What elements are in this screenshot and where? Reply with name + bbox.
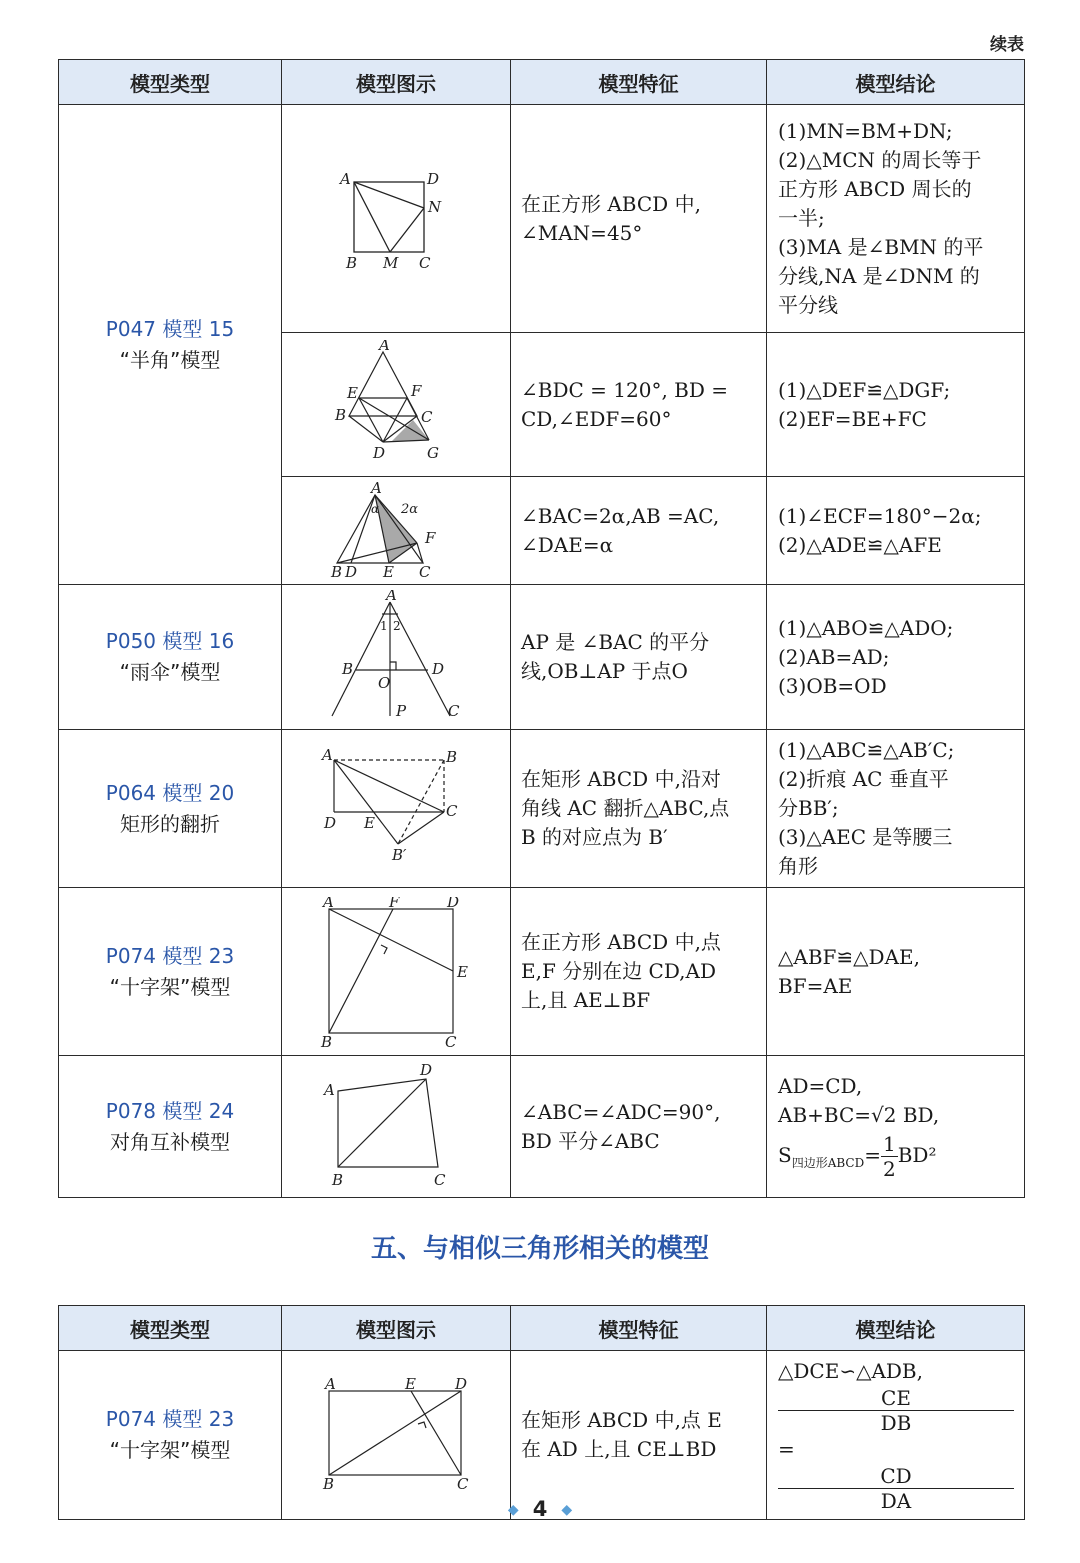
feature-cell: 在矩形 ABCD 中,沿对 角线 AC 翻折△ABC,点 B 的对应点为 B′: [511, 730, 767, 888]
svg-text:C: C: [446, 801, 458, 820]
area-formula: $S_{四边形ABCD}=$ $\frac{1}{2}$ BD²: [778, 1132, 937, 1181]
figure-cell: [282, 585, 511, 730]
table-row: [59, 888, 1025, 1056]
table-row: [59, 585, 1025, 730]
svg-text:D: D: [373, 443, 386, 462]
diamond-icon: ◆: [561, 1502, 573, 1518]
svg-text:B: B: [335, 405, 347, 424]
svg-text:A: A: [324, 1080, 335, 1099]
svg-text:A: A: [325, 1377, 336, 1393]
svg-text:E: E: [364, 813, 375, 832]
model-name: 矩形的翻折: [120, 811, 220, 836]
model-name: “半角”模型: [119, 347, 221, 372]
conclusion-cell: AD=CD, AB+BC=√2 BD, $S_{四边形ABCD}=$ $\frac{1}{2}$ BD²: [767, 1056, 1025, 1198]
svg-text:F: F: [411, 381, 422, 400]
ratio-formula: CE DB = CD DA: [778, 1386, 1014, 1513]
header-conclusion: 模型结论: [767, 60, 1025, 105]
model-type-cell: [59, 1351, 282, 1520]
svg-text:B: B: [346, 253, 358, 272]
conclusion-cell: (1)△DEF≌△DGF; (2)EF=BE+FC: [767, 333, 1025, 477]
table-row: [59, 1056, 1025, 1198]
feature-cell: AP 是 ∠BAC 的平分 线,OB⊥AP 于点O: [511, 585, 767, 730]
svg-text:B: B: [321, 1032, 333, 1047]
feature-cell: ∠BAC=2α,AB =AC, ∠DAE=α: [511, 477, 767, 585]
model-type-cell: [59, 1056, 282, 1198]
svg-text:B′: B′: [392, 845, 407, 864]
section-title: 五、与相似三角形相关的模型: [370, 1234, 709, 1264]
svg-text:O: O: [378, 674, 391, 692]
header-figure: 模型图示: [282, 1306, 511, 1351]
conclusion-cell: △DCE∽△ADB, CE DB = CD DA: [767, 1351, 1025, 1520]
table-row: [59, 1351, 1025, 1520]
header-feature: 模型特征: [511, 60, 767, 105]
model-type-cell: [59, 105, 282, 585]
svg-text:A: A: [386, 590, 397, 604]
model-table-2: [58, 1305, 1025, 1520]
svg-text:2α: 2α: [401, 501, 419, 517]
conclusion-cell: (1)MN=BM+DN; (2)△MCN 的周长等于 正方形 ABCD 周长的 一半; (3)MA 是∠BMN 的平 分线,NA 是∠DNM 的 平分线: [767, 105, 1025, 333]
conclusion-cell: (1)△ABC≌△AB′C; (2)折痕 AC 垂直平 分BB′; (3)△AEC 是等腰三 角形: [767, 730, 1025, 888]
model-table-1: [58, 59, 1025, 1198]
model-code: P078 模型 24: [105, 1098, 235, 1123]
angle-120-figure: [321, 340, 471, 470]
svg-text:A: A: [322, 745, 333, 764]
figure-cell: [282, 105, 511, 333]
svg-text:C: C: [419, 253, 431, 272]
svg-text:1: 1: [380, 619, 388, 633]
model-name: “雨伞”模型: [119, 660, 221, 684]
figure-cell: [282, 477, 511, 585]
header-type: 模型类型: [59, 60, 282, 105]
feature-cell: ∠BDC = 120°, BD = CD,∠EDF=60°: [511, 333, 767, 477]
model-type-cell: [59, 888, 282, 1056]
rectangle-fold-figure: [316, 744, 476, 874]
svg-text:D: D: [420, 1062, 433, 1079]
svg-text:D: D: [447, 896, 460, 911]
svg-text:A: A: [323, 896, 334, 911]
svg-text:N: N: [428, 197, 442, 216]
cross-rectangle-figure: [311, 1377, 481, 1493]
model-code: P074 模型 23: [105, 943, 235, 968]
svg-text:C: C: [434, 1170, 446, 1189]
table-row: [59, 105, 1025, 333]
table-header-row: [59, 1306, 1025, 1351]
header-type: 模型类型: [59, 1306, 282, 1351]
page-number: 4: [532, 1497, 548, 1521]
conclusion-cell: △ABF≌△DAE, BF=AE: [767, 888, 1025, 1056]
figure-cell: [282, 730, 511, 888]
figure-cell: [282, 1351, 511, 1520]
svg-text:A: A: [379, 339, 390, 354]
feature-cell: 在正方形 ABCD 中,点 E,F 分别在边 CD,AD 上,且 AE⊥BF: [511, 888, 767, 1056]
model-code: P050 模型 16: [105, 629, 235, 653]
half-angle-square-figure: [326, 164, 466, 274]
svg-text:A: A: [371, 480, 382, 497]
svg-text:A: A: [340, 169, 351, 188]
svg-text:F: F: [389, 896, 400, 911]
page-footer: [0, 1497, 1080, 1521]
svg-text:D: D: [455, 1377, 468, 1393]
svg-text:M: M: [383, 253, 399, 272]
svg-text:C: C: [445, 1032, 457, 1047]
model-type-cell: [59, 585, 282, 730]
model-code: P074 模型 23: [105, 1407, 235, 1431]
header-figure: 模型图示: [282, 60, 511, 105]
svg-text:D: D: [432, 660, 445, 678]
svg-text:G: G: [427, 443, 439, 462]
cross-square-figure: [311, 897, 481, 1047]
double-alpha-figure: [321, 481, 471, 581]
feature-cell: 在矩形 ABCD 中,点 E 在 AD 上,且 CE⊥BD: [511, 1351, 767, 1520]
table-row: [59, 730, 1025, 888]
conclusion-cell: (1)∠ECF=180°−2α; (2)△ADE≌△AFE: [767, 477, 1025, 585]
svg-text:2: 2: [393, 619, 401, 633]
svg-text:C: C: [419, 562, 431, 581]
diamond-icon: ◆: [507, 1502, 519, 1518]
model-name: 对角互补模型: [110, 1129, 230, 1154]
model-name: “十字架”模型: [109, 1438, 231, 1462]
svg-text:P: P: [396, 702, 407, 720]
umbrella-figure: [316, 590, 476, 724]
svg-text:C: C: [457, 1475, 469, 1493]
svg-text:B: B: [446, 747, 458, 766]
svg-text:E: E: [383, 562, 394, 581]
header-conclusion: 模型结论: [767, 1306, 1025, 1351]
svg-text:B: B: [332, 1170, 344, 1189]
svg-text:B: B: [331, 562, 343, 581]
svg-text:α: α: [371, 501, 380, 516]
model-name: “十字架”模型: [109, 974, 231, 999]
model-type-cell: [59, 730, 282, 888]
svg-text:B: B: [342, 660, 354, 678]
conclusion-cell: (1)△ABO≌△ADO; (2)AB=AD; (3)OB=OD: [767, 585, 1025, 730]
svg-text:E: E: [457, 962, 468, 981]
svg-text:E: E: [347, 383, 358, 402]
svg-text:D: D: [324, 813, 337, 832]
feature-cell: ∠ABC=∠ADC=90°, BD 平分∠ABC: [511, 1056, 767, 1198]
figure-cell: [282, 333, 511, 477]
svg-text:D: D: [345, 562, 358, 581]
table-header-row: [59, 60, 1025, 105]
continued-label: 续表: [990, 35, 1024, 55]
svg-text:F: F: [425, 528, 436, 547]
figure-cell: [282, 888, 511, 1056]
svg-text:D: D: [427, 169, 440, 188]
svg-text:E: E: [405, 1377, 416, 1393]
model-code: P047 模型 15: [105, 316, 235, 341]
svg-text:C: C: [421, 407, 433, 426]
figure-cell: [282, 1056, 511, 1198]
header-feature: 模型特征: [511, 1306, 767, 1351]
svg-text:C: C: [448, 702, 460, 720]
svg-text:B: B: [323, 1475, 335, 1493]
feature-cell: 在正方形 ABCD 中, ∠MAN=45°: [511, 105, 767, 333]
model-code: P064 模型 20: [105, 780, 235, 805]
complementary-angle-figure: [316, 1063, 476, 1191]
